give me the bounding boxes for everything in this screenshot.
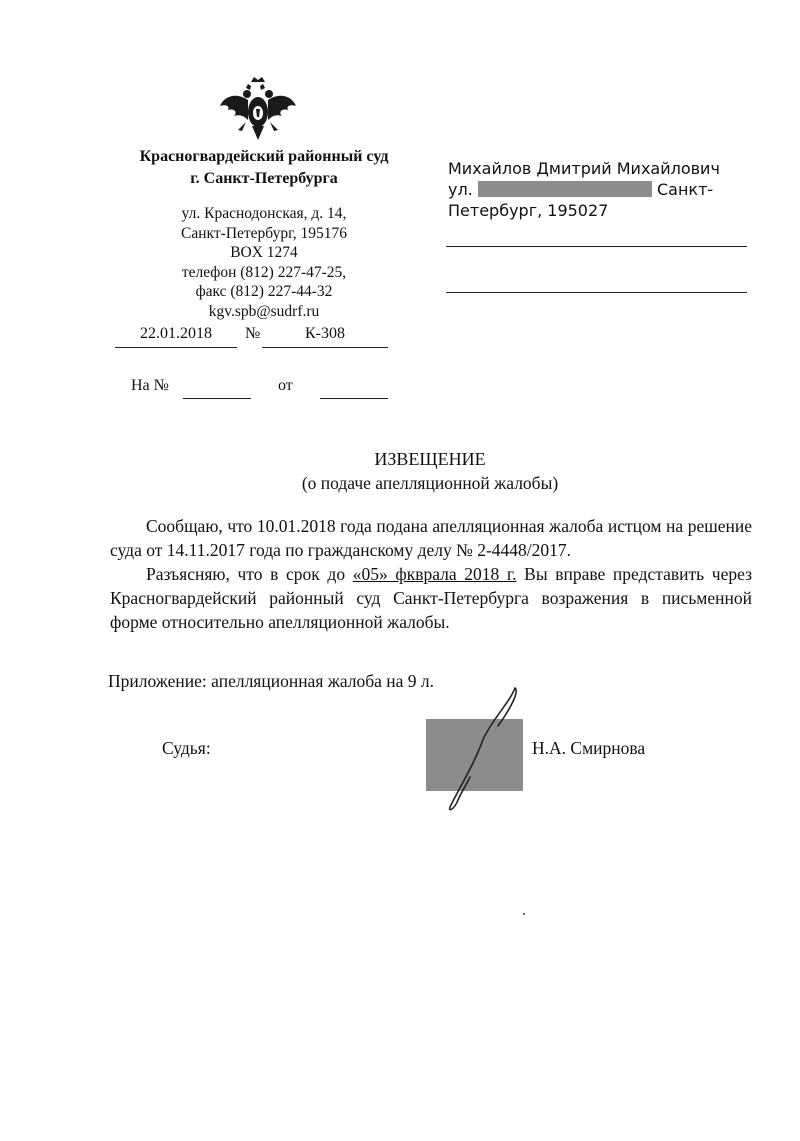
redacted-street xyxy=(478,181,652,197)
appendix-line: Приложение: апелляционная жалоба на 9 л. xyxy=(108,671,435,691)
court-email: kgv.spb@sudrf.ru xyxy=(208,302,320,320)
recipient-city: Петербург, 195027 xyxy=(448,201,609,220)
court-phone: телефон (812) 227-47-25, xyxy=(181,263,347,281)
recipient-block xyxy=(448,158,748,221)
handwritten-signature xyxy=(420,682,530,822)
document-title: ИЗВЕЩЕНИЕ xyxy=(374,449,486,469)
recipient-blank-line xyxy=(446,292,747,293)
p2-after: Вы вправе представить через Красногвардейский районный суд Санкт-Петербурга возражения в письменной форме относительно апелляционной жалобы. xyxy=(110,564,752,632)
body-paragraph-1: Сообщаю, что 10.01.2018 года подана апелляционная жалоба истцом на решение суда от 14.11.2017 года по гражданскому делу № 2-4448/2017. xyxy=(110,516,752,560)
street-prefix: ул. xyxy=(448,180,473,199)
court-address-line: ул. Краснодонская, д. 14, xyxy=(181,205,347,222)
court-address-line: Санкт-Петербург, 195176 xyxy=(181,224,347,242)
reference-date-label: от xyxy=(278,377,293,394)
court-name xyxy=(120,146,408,190)
body-paragraph-2 xyxy=(110,562,752,634)
court-address-line: BOX 1274 xyxy=(230,244,298,261)
p2-before: Разъясняю, что в срок до xyxy=(146,564,353,584)
court-fax: факс (812) 227-44-32 xyxy=(195,283,333,300)
court-name-line1: Красногвардейский районный суд xyxy=(139,148,389,165)
judge-label: Судья: xyxy=(162,738,211,758)
document-subtitle: (о подаче апелляционной жалобы) xyxy=(301,473,559,493)
judge-name: Н.А. Смирнова xyxy=(532,738,646,758)
reference-number-label: На № xyxy=(131,377,169,394)
street-suffix: Санкт- xyxy=(656,180,714,199)
deadline-date: «05» фкврала 2018 г. xyxy=(352,564,517,584)
registration-number: К-308 xyxy=(262,325,388,348)
scan-speck xyxy=(523,913,525,915)
recipient-name: Михайлов Дмитрий Михайлович xyxy=(448,159,720,178)
recipient-street xyxy=(448,179,748,200)
registration-date: 22.01.2018 xyxy=(115,325,237,348)
court-name-line2: г. Санкт-Петербурга xyxy=(190,170,338,187)
reference-number-blank xyxy=(183,398,251,399)
document-body xyxy=(110,514,752,634)
registration-number-sign: № xyxy=(245,325,261,342)
court-address xyxy=(120,204,408,321)
reference-date-blank xyxy=(320,398,388,399)
coat-of-arms-emblem xyxy=(216,76,300,146)
recipient-blank-line xyxy=(446,246,747,247)
